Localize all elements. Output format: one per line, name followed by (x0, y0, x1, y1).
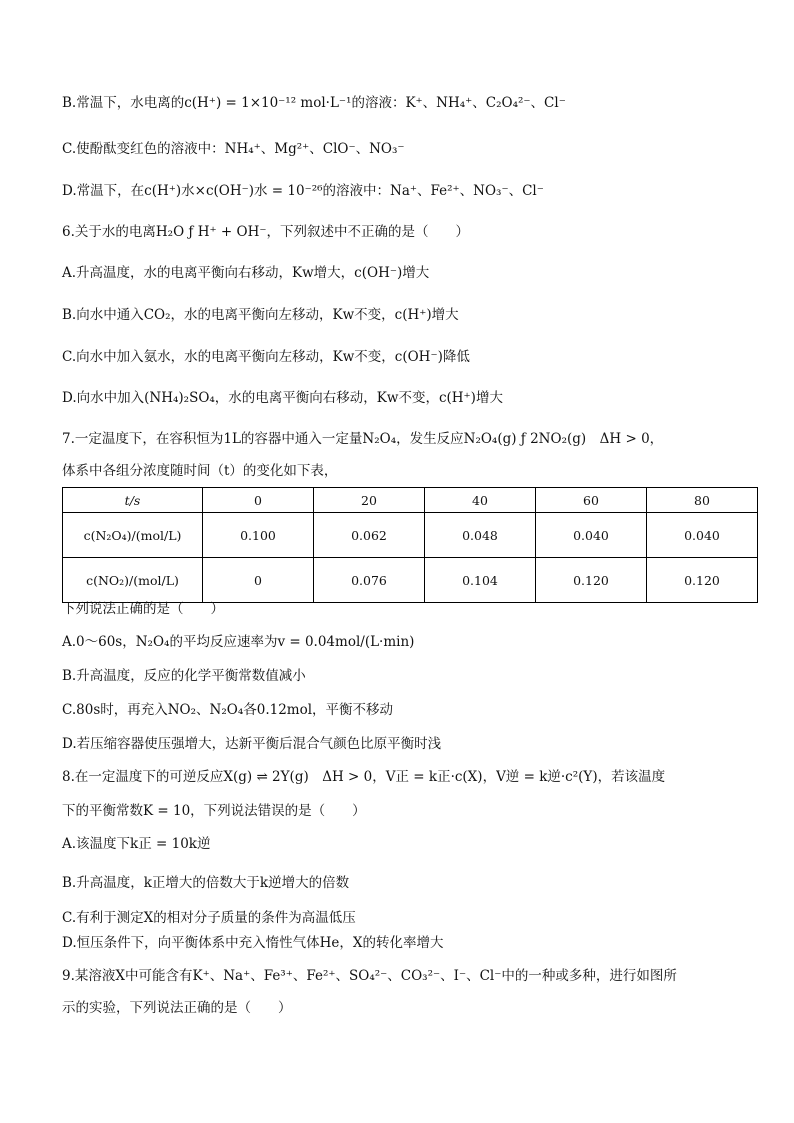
question-7-stem: 7.一定温度下，在容积恒为1L的容器中通入一定量N₂O₄，发生反应N₂O₄(g) ƒ 2NO₂(g) ΔH > 0， (62, 431, 664, 447)
table-cell: 0.100 (203, 513, 314, 558)
q6-option-c: C.向水中加入氨水，水的电离平衡向左移动，Kw不变，c(OH⁻)降低 (62, 349, 470, 365)
question-9-stem-cont: 示的实验，下列说法正确的是（ ） (62, 1000, 292, 1016)
q8-option-c: C.有利于测定X的相对分子质量的条件为高温低压 (62, 910, 356, 926)
table-cell: 0 (203, 558, 314, 603)
q6-option-d: D.向水中加入(NH₄)₂SO₄，水的电离平衡向右移动，Kw不变，c(H⁺)增大 (62, 390, 503, 406)
table-cell: 0.120 (647, 558, 758, 603)
q8-option-b: B.升高温度，k正增大的倍数大于k逆增大的倍数 (62, 875, 350, 891)
table-cell: 0.062 (314, 513, 425, 558)
table-cell: 0.104 (425, 558, 536, 603)
question-7-stem-cont: 体系中各组分浓度随时间（t）的变化如下表， (62, 463, 338, 479)
table-row-label: c(N₂O₄)/(mol/L) (63, 513, 203, 558)
table-cell: 0.120 (536, 558, 647, 603)
table-header-cell: 40 (425, 488, 536, 513)
q6-option-a: A.升高温度，水的电离平衡向右移动，Kw增大，c(OH⁻)增大 (62, 265, 430, 281)
question-9-stem: 9.某溶液X中可能含有K⁺、Na⁺、Fe³⁺、Fe²⁺、SO₄²⁻、CO₃²⁻、I⁻、Cl⁻中的一种或多种，进行如图所 (62, 968, 677, 984)
q7-option-b: B.升高温度，反应的化学平衡常数值减小 (62, 668, 306, 684)
question-8-stem: 8.在一定温度下的可逆反应X(g) ⇌ 2Y(g) ΔH > 0，V正 = k正·c(X)，V逆 = k逆·c²(Y)，若该温度 (62, 769, 666, 785)
option-d-line: D.常温下，在c(H⁺)水×c(OH⁻)水 = 10⁻²⁶的溶液中：Na⁺、Fe²⁺、NO₃⁻、Cl⁻ (62, 183, 544, 199)
table-cell: 0.040 (536, 513, 647, 558)
table-header-row (63, 488, 758, 513)
q8-option-a: A.该温度下k正 = 10k逆 (62, 836, 211, 852)
table-cell: 0.040 (647, 513, 758, 558)
table-row-label: c(NO₂)/(mol/L) (63, 558, 203, 603)
concentration-table (62, 487, 758, 603)
table-header-cell: 20 (314, 488, 425, 513)
option-b-line: B.常温下，水电离的c(H⁺) = 1×10⁻¹² mol·L⁻¹的溶液：K⁺、NH₄⁺、C₂O₄²⁻、Cl⁻ (62, 95, 566, 111)
q6-option-b: B.向水中通入CO₂，水的电离平衡向左移动，Kw不变，c(H⁺)增大 (62, 307, 459, 323)
q7-option-c: C.80s时，再充入NO₂、N₂O₄各0.12mol，平衡不移动 (62, 702, 394, 718)
table-header-cell: 60 (536, 488, 647, 513)
table-cell: 0.048 (425, 513, 536, 558)
q7-option-a: A.0～60s，N₂O₄的平均反应速率为v = 0.04mol/(L·min) (62, 634, 415, 650)
question-8-stem-cont: 下的平衡常数K = 10，下列说法错误的是（ ） (62, 803, 366, 819)
question-7-prompt: 下列说法正确的是（ ） (62, 601, 224, 617)
table-row (63, 513, 758, 558)
table-header-cell: 0 (203, 488, 314, 513)
table-header-cell: 80 (647, 488, 758, 513)
table-header-cell: t/s (63, 488, 203, 513)
q8-option-d: D.恒压条件下，向平衡体系中充入惰性气体He，X的转化率增大 (62, 935, 444, 951)
q7-option-d: D.若压缩容器使压强增大，达新平衡后混合气颜色比原平衡时浅 (62, 736, 442, 752)
option-c-line: C.使酚酞变红色的溶液中：NH₄⁺、Mg²⁺、ClO⁻、NO₃⁻ (62, 141, 405, 157)
table-cell: 0.076 (314, 558, 425, 603)
question-6-stem: 6.关于水的电离H₂O ƒ H⁺ + OH⁻，下列叙述中不正确的是（ ） (62, 224, 469, 240)
table-row (63, 558, 758, 603)
